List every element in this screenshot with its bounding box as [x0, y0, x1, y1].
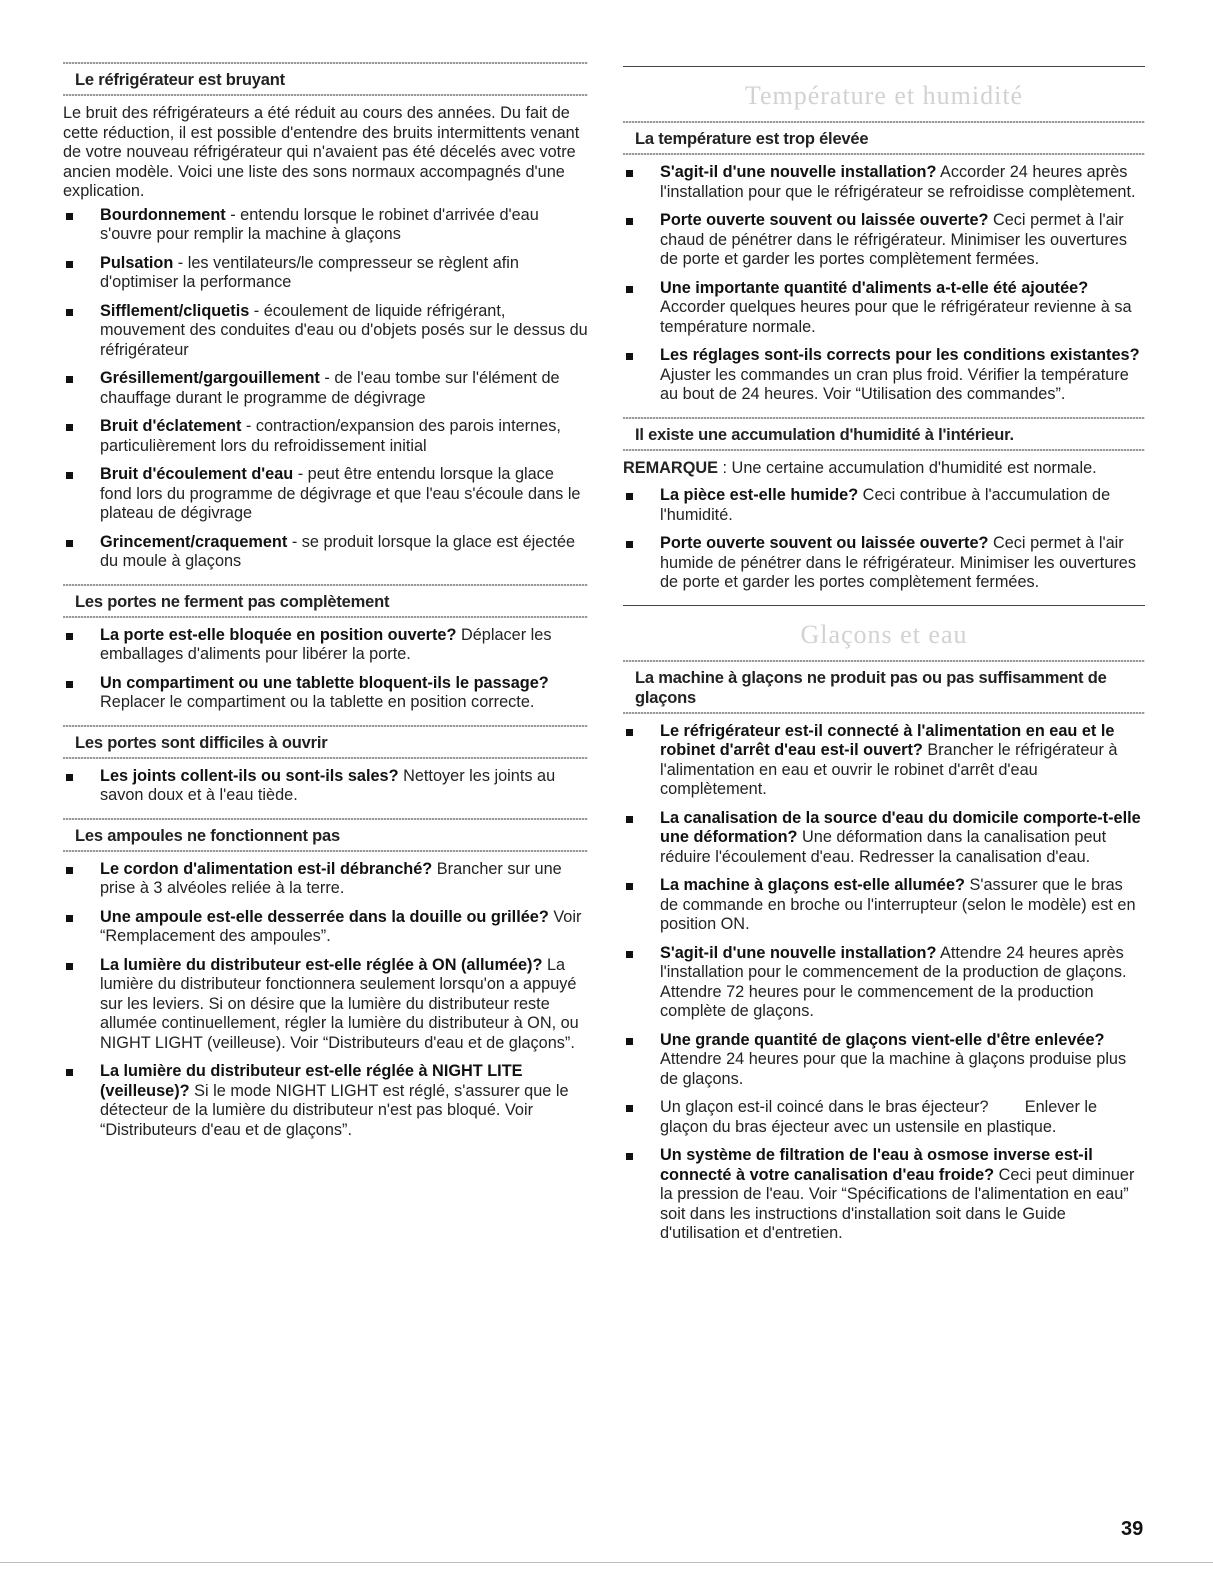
list-item: Porte ouverte souvent ou laissée ouverte? Ceci permet à l'air chaud de pénétrer dans le réfrigérateur. Minimiser les ouvertures de porte et garder les portes complètement fermées. — [623, 211, 1145, 270]
list-item: Le cordon d'alimentation est-il débranché? Brancher sur une prise à 3 alvéoles reliée à la terre. — [63, 860, 588, 899]
list-item: Une importante quantité d'aliments a-t-elle été ajoutée? Accorder quelques heures pour que le réfrigérateur revienne à sa température normale. — [623, 279, 1145, 338]
list-item: Pulsation - les ventilateurs/le compresseur se règlent afin d'optimiser la performance — [63, 254, 588, 293]
bottom-divider — [0, 1562, 1213, 1563]
list-item: Bruit d'écoulement d'eau - peut être entendu lorsque la glace fond lors du programme de dégivrage et que l'eau s'écoule dans le plateau de dégivrage — [63, 465, 588, 524]
right-column — [623, 66, 1145, 1256]
noise-title: Le réfrigérateur est bruyant — [63, 62, 588, 96]
list-item: La canalisation de la source d'eau du domicile comporte-t-elle une déformation? Une déformation dans la canalisation peut réduire l'écoulement d'eau. Redresser la canalisation d'eau. — [623, 809, 1145, 868]
list-item: Sifflement/cliquetis - écoulement de liquide réfrigérant, mouvement des conduites d'eau ou d'objets posés sur le dessus du réfrigérateur — [63, 302, 588, 361]
temp-title: La température est trop élevée — [623, 121, 1145, 155]
list-item: Bourdonnement - entendu lorsque le robinet d'arrivée d'eau s'ouvre pour remplir la machine à glaçons — [63, 206, 588, 245]
humidity-list — [623, 486, 1145, 593]
list-item: Grésillement/gargouillement - de l'eau tombe sur l'élément de chauffage durant le programme de dégivrage — [63, 369, 588, 408]
list-item: Une ampoule est-elle desserrée dans la douille ou grillée? Voir “Remplacement des ampoules”. — [63, 908, 588, 947]
page-number: 39 — [1121, 1518, 1144, 1540]
list-item: Grincement/craquement - se produit lorsque la glace est éjectée du moule à glaçons — [63, 533, 588, 572]
list-item: La lumière du distributeur est-elle réglée à NIGHT LITE (veilleuse)? Si le mode NIGHT LIGHT est réglé, s'assurer que le détecteur de la lumière du distributeur n'est pas bloqué. Voir “Distributeurs d'eau et de glaçons”. — [63, 1062, 588, 1140]
ice-list — [623, 722, 1145, 1244]
list-item: La machine à glaçons est-elle allumée? S'assurer que le bras de commande en broche ou l'interrupteur (selon le modèle) est en position ON. — [623, 876, 1145, 935]
temp-list — [623, 163, 1145, 405]
list-item: Porte ouverte souvent ou laissée ouverte? Ceci permet à l'air humide de pénétrer dans le réfrigérateur. Minimiser les ouvertures de porte et garder les portes complètement fermées. — [623, 534, 1145, 593]
list-item: S'agit-il d'une nouvelle installation? Attendre 24 heures après l'installation pour le commencement de la production de glaçons. Attendre 72 heures pour le commencement de la production complète de glaçons. — [623, 944, 1145, 1022]
noise-intro: Le bruit des réfrigérateurs a été réduit au cours des années. Du fait de cette réduction, il est possible d'entendre des bruits intermittents venant de votre nouveau réfrigérateur qui n'avaient pas été décelés avec votre ancien modèle. Voici une liste des sons normaux accompagnés d'une explication. — [63, 104, 580, 200]
list-item: Les joints collent-ils ou sont-ils sales? Nettoyer les joints au savon doux et à l'eau tiède. — [63, 767, 588, 806]
list-item: La pièce est-elle humide? Ceci contribue à l'accumulation de l'humidité. — [623, 486, 1145, 525]
humidity-title: Il existe une accumulation d'humidité à l'intérieur. — [623, 417, 1145, 451]
humidity-note: REMARQUE : Une certaine accumulation d'humidité est normale. — [623, 458, 1097, 477]
doors-close-list — [63, 626, 588, 713]
bulbs-list — [63, 860, 588, 1141]
list-item: S'agit-il d'une nouvelle installation? Accorder 24 heures après l'installation pour que le réfrigérateur se refroidisse complètement. — [623, 163, 1145, 202]
list-item: Une grande quantité de glaçons vient-elle d'être enlevée? Attendre 24 heures pour que la machine à glaçons produise plus de glaçons. — [623, 1031, 1145, 1090]
list-item: Un compartiment ou une tablette bloquent-ils le passage? Replacer le compartiment ou la tablette en position correcte. — [63, 674, 588, 713]
noise-list — [63, 206, 588, 572]
left-column — [63, 62, 588, 1152]
ice-title: La machine à glaçons ne produit pas ou pas suffisamment de glaçons — [623, 660, 1145, 714]
list-item: La lumière du distributeur est-elle réglée à ON (allumée)? La lumière du distributeur fonctionnera seulement lorsqu'on a appuyé sur les leviers. Si on désire que la lumière du distributeur reste allumée continuellement, régler la lumière du distributeur à ON, ou NIGHT LIGHT (veilleuse). Voir “Distributeurs d'eau et de glaçons”. — [63, 956, 588, 1054]
list-item: Un glaçon est-il coincé dans le bras éjecteur? Enlever le glaçon du bras éjecteur avec un ustensile en plastique. — [623, 1098, 1145, 1137]
list-item: Le réfrigérateur est-il connecté à l'alimentation en eau et le robinet d'arrêt d'eau est-il ouvert? Brancher le réfrigérateur à l'alimentation en eau et ouvrir le robinet d'arrêt d'eau complètement. — [623, 722, 1145, 800]
list-item: La porte est-elle bloquée en position ouverte? Déplacer les emballages d'aliments pour libérer la porte. — [63, 626, 588, 665]
bulbs-title: Les ampoules ne fonctionnent pas — [63, 818, 588, 852]
list-item: Un système de filtration de l'eau à osmose inverse est-il connecté à votre canalisation d'eau froide? Ceci peut diminuer la pression de l'eau. Voir “Spécifications de l'alimentation en eau” soit dans les instructions d'installation soit dans le Guide d'utilisation et d'entretien. — [623, 1146, 1145, 1244]
doors-close-title: Les portes ne ferment pas complètement — [63, 584, 588, 618]
list-item: Les réglages sont-ils corrects pour les conditions existantes? Ajuster les commandes un cran plus froid. Vérifier la température au bout de 24 heures. Voir “Utilisation des commandes”. — [623, 346, 1145, 405]
section-title-temperature: Température et humidité — [623, 66, 1145, 121]
doors-open-title: Les portes sont difficiles à ouvrir — [63, 725, 588, 759]
list-item: Bruit d'éclatement - contraction/expansion des parois internes, particulièrement lors du refroidissement initial — [63, 417, 588, 456]
doors-open-list — [63, 767, 588, 806]
section-title-ice-water: Glaçons et eau — [623, 605, 1145, 660]
